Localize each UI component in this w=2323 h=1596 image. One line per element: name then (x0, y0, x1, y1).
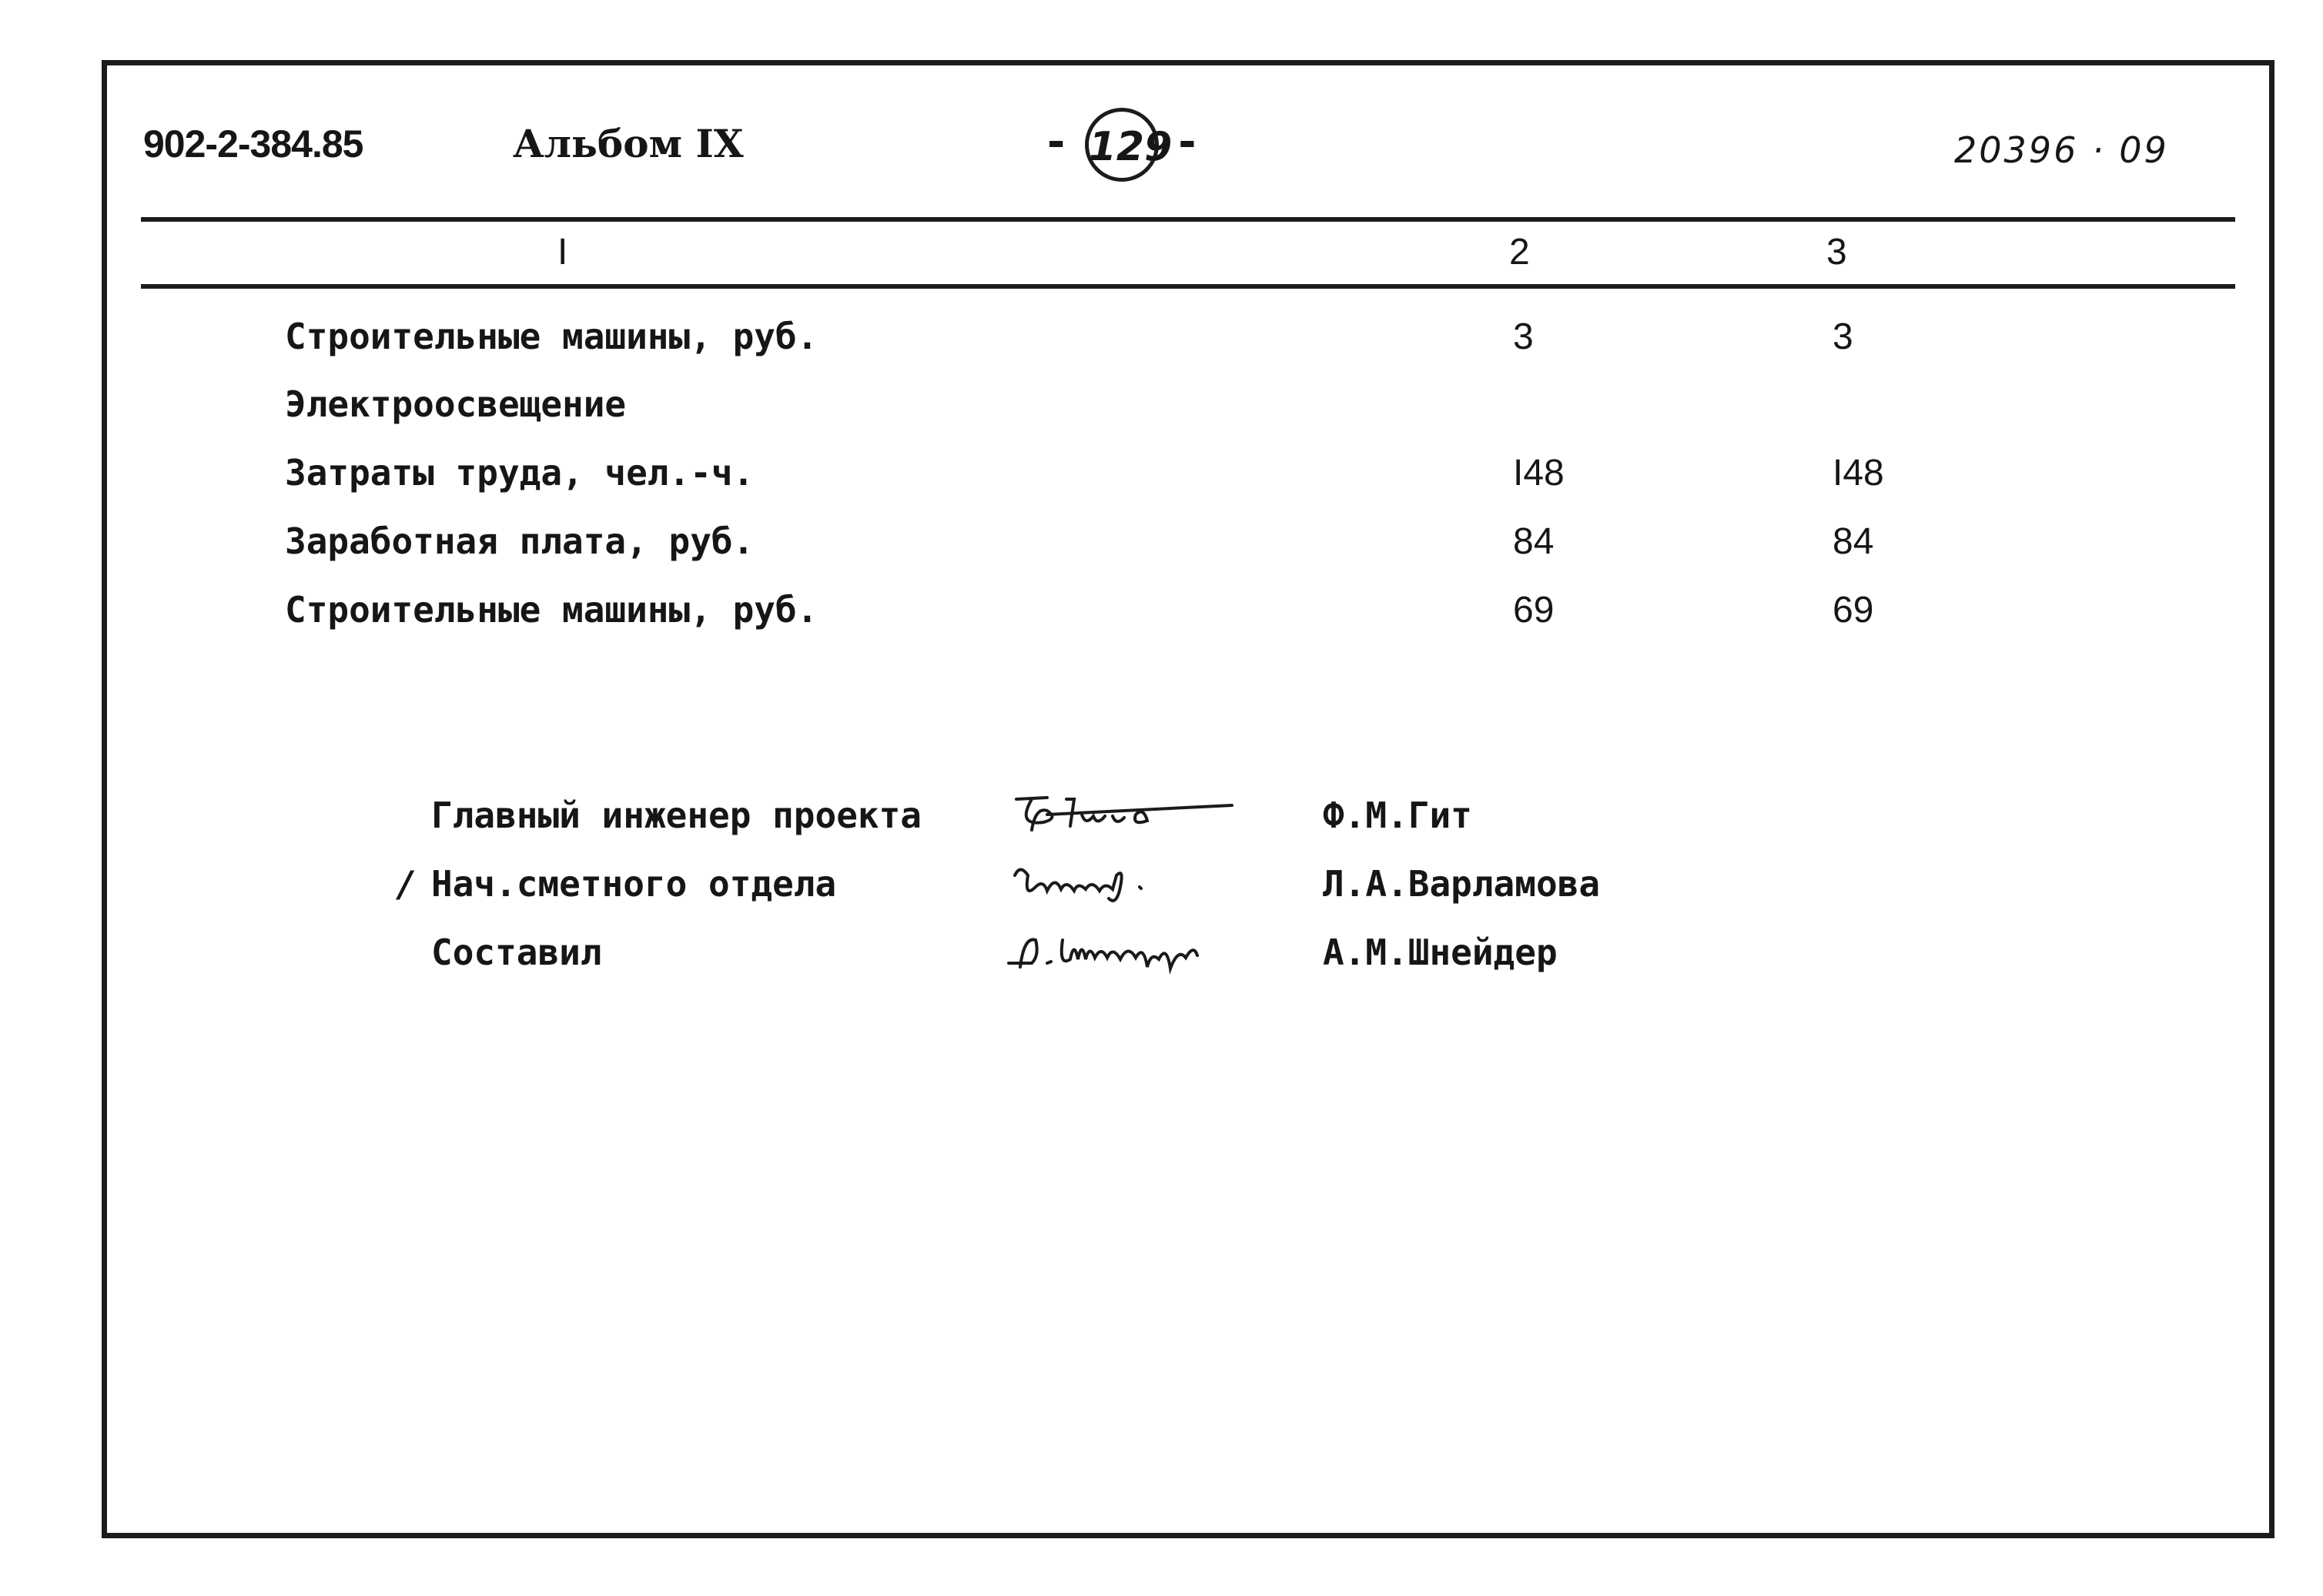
row-label: Строительные машины, руб. (285, 589, 818, 631)
handwritten-signature (1001, 921, 1255, 982)
row-value-col2: 69 (1513, 590, 1555, 631)
table-row (285, 316, 2210, 377)
signature-row-chief-engineer (385, 795, 1694, 856)
column-header-3: 3 (1826, 232, 1847, 273)
row-value-col3: 69 (1833, 590, 1874, 631)
row-value-col2: I48 (1513, 453, 1565, 494)
table-row (285, 452, 2210, 514)
check-mark: / (396, 863, 417, 905)
row-label: Затраты труда, чел.-ч. (285, 452, 755, 494)
row-value-col3: 84 (1833, 521, 1874, 562)
handwritten-signature (1001, 784, 1255, 845)
table-row (285, 383, 2210, 445)
page-number-block (1047, 108, 1197, 182)
signature-row-estimate-dept-head (385, 863, 1694, 925)
archive-number: 20396 · 09 (1954, 129, 2169, 171)
row-label: Заработная плата, руб. (285, 520, 755, 562)
album-title: Альбом IX (513, 121, 744, 166)
row-value-col2: 84 (1513, 521, 1555, 562)
document-code: 902-2-384.85 (143, 122, 363, 166)
signer-name: А.М.Шнейдер (1323, 932, 1558, 973)
row-label: Электроосвещение (285, 383, 627, 425)
column-header-2: 2 (1509, 232, 1530, 273)
page-dash-right: - (1178, 117, 1197, 168)
column-header-1: I (557, 232, 568, 273)
row-value-col2: 3 (1513, 316, 1534, 357)
handwritten-signature (1001, 852, 1255, 914)
row-label: Строительные машины, руб. (285, 316, 818, 357)
signature-role: Составил (431, 932, 602, 973)
signature-role: Главный инженер проекта (431, 795, 922, 836)
page-number: 129 (1085, 108, 1159, 182)
table-top-rule (141, 217, 2235, 222)
table-row (285, 589, 2210, 651)
row-value-col3: I48 (1833, 453, 1884, 494)
table-row (285, 520, 2210, 582)
row-value-col3: 3 (1833, 316, 1853, 357)
signer-name: Ф.М.Гит (1323, 795, 1472, 836)
signature-role: Нач.сметного отдела (431, 863, 837, 905)
signature-row-compiled-by (385, 932, 1694, 993)
table-header-rule (141, 284, 2235, 289)
signer-name: Л.А.Варламова (1323, 863, 1601, 905)
page-dash-left: - (1047, 117, 1066, 168)
